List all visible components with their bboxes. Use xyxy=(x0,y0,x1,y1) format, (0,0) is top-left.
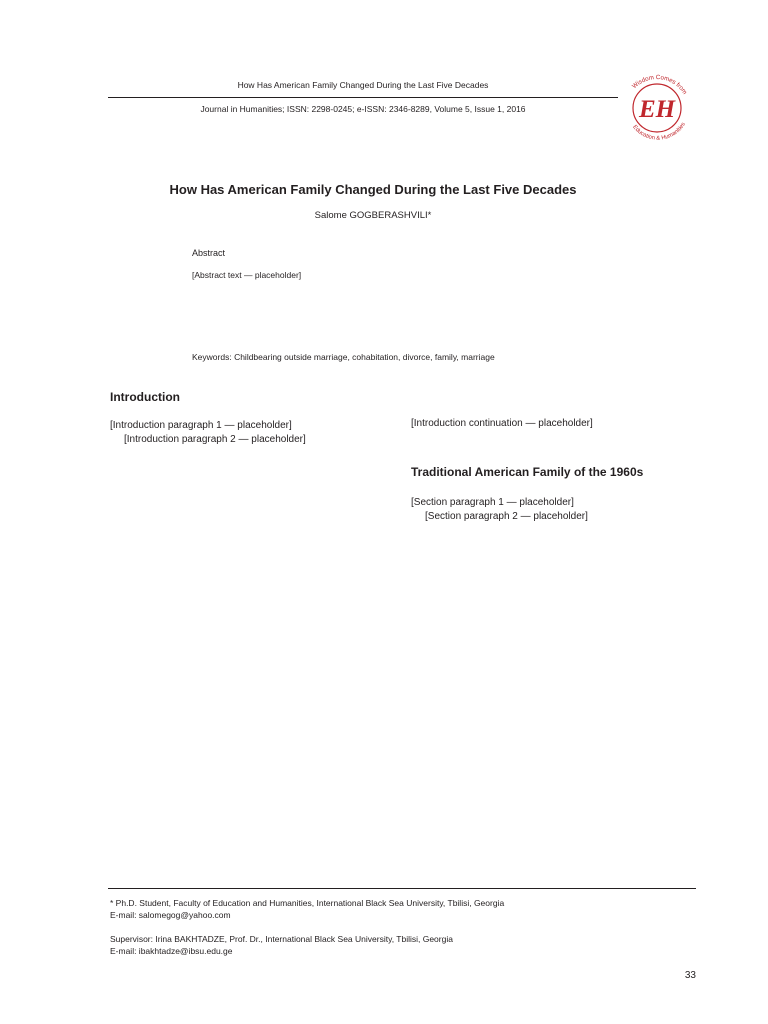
supervisor-email: E-mail: ibakhtadze@ibsu.edu.ge xyxy=(110,946,233,956)
logo-faculty: Education & Humanities xyxy=(631,121,687,142)
footnotes xyxy=(110,897,700,957)
keywords-list: Childbearing outside marriage, cohabitation, divorce, family, marriage xyxy=(234,352,495,362)
keywords xyxy=(192,352,622,362)
author-email: E-mail: salomegog@yahoo.com xyxy=(110,910,231,920)
introduction-heading: Introduction xyxy=(110,390,180,404)
right-column-top xyxy=(411,417,696,431)
paragraph: [Section paragraph 2 — placeholder] xyxy=(425,510,588,522)
paragraph: [Section paragraph 1 — placeholder] xyxy=(411,497,574,508)
abstract-heading: Abstract xyxy=(192,248,226,258)
keywords-label: Keywords: xyxy=(192,352,232,362)
right-column xyxy=(411,496,696,523)
supervisor-footnote: Supervisor: Irina BAKHTADZE, Prof. Dr., International Black Sea University, Tbilisi, Georgia xyxy=(110,934,453,944)
footnote-rule xyxy=(108,888,696,889)
page-number: 33 xyxy=(684,970,696,981)
author-footnote: * Ph.D. Student, Faculty of Education and Humanities, International Black Sea University, Tbilisi, Georgia xyxy=(110,898,505,908)
faculty-logo xyxy=(614,64,700,150)
logo-letters: EH xyxy=(638,96,676,123)
paragraph: [Introduction continuation — placeholder] xyxy=(411,418,593,429)
header-rule xyxy=(108,97,618,98)
paragraph: [Introduction paragraph 1 — placeholder] xyxy=(110,420,292,431)
journal-citation: Journal in Humanities; ISSN: 2298-0245; e-ISSN: 2346-8289, Volume 5, Issue 1, 2016 xyxy=(200,104,526,114)
abstract-body: [Abstract text — placeholder] xyxy=(192,270,302,280)
traditional-family-heading: Traditional American Family of the 1960s xyxy=(411,465,644,479)
running-title: How Has American Family Changed During the Last Five Decades xyxy=(237,80,489,90)
paper-title: How Has American Family Changed During the Last Five Decades xyxy=(169,182,577,197)
author-name: Salome GOGBERASHVILI* xyxy=(314,210,432,221)
paragraph: [Introduction paragraph 2 — placeholder] xyxy=(124,433,306,445)
logo-motto: Wisdom Comes from xyxy=(631,73,689,96)
left-column xyxy=(110,419,393,446)
